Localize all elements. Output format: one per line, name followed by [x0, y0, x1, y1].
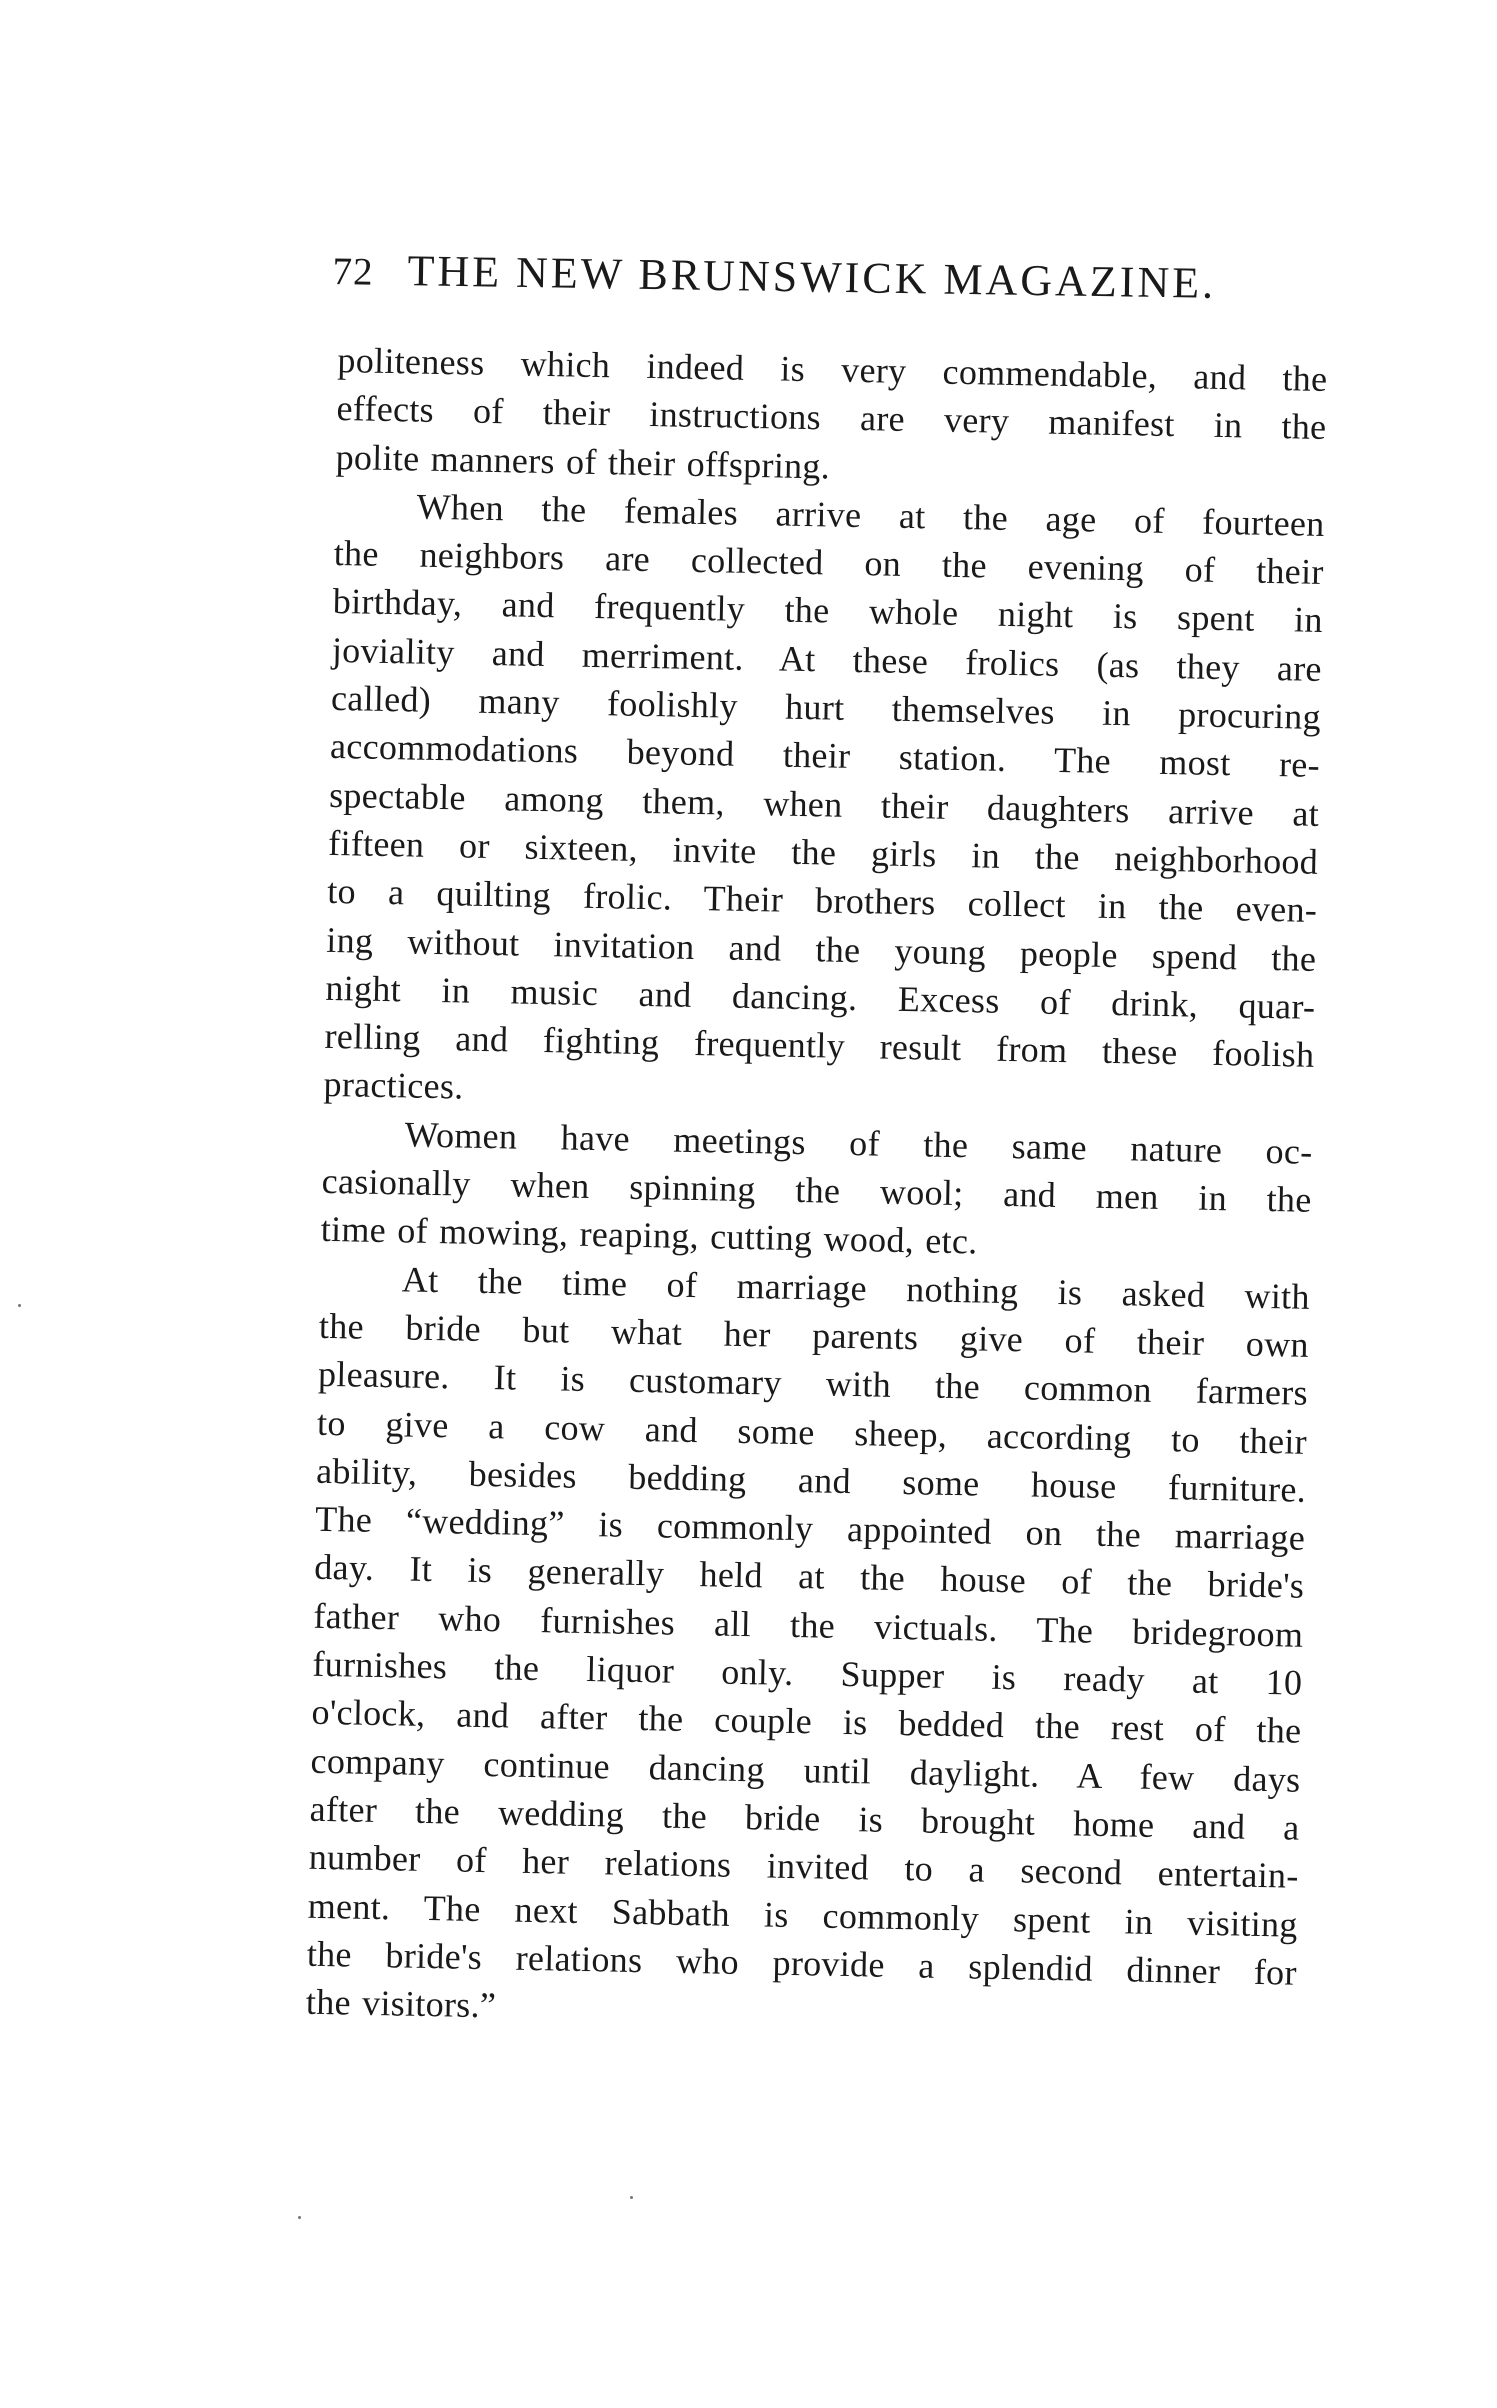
text-line: spectable among them, when their daughters arrive at — [328, 774, 1320, 834]
text-line: relling and fighting frequently result from these foolish — [324, 1016, 1315, 1076]
dust-speck — [18, 1304, 21, 1307]
text-line: the neighbors are collected on the evening of their — [333, 533, 1325, 593]
text-line: At the time of marriage nothing is asked with — [401, 1259, 1311, 1317]
paragraph — [335, 336, 1328, 500]
paragraph — [306, 1253, 1311, 2045]
text-line: furnishes the liquor only. Supper is ready at 10 — [312, 1643, 1303, 1703]
paragraph — [320, 1109, 1313, 1273]
text-line: the bride's relations who provide a splendid dinner for — [306, 1933, 1298, 1993]
text-line: birthday, and frequently the whole night is spent in — [332, 581, 1324, 641]
text-line: ment. The next Sabbath is commonly spent in visiting — [307, 1885, 1299, 1945]
text-line: ability, besides bedding and some house furniture. — [315, 1450, 1307, 1510]
text-line: night in music and dancing. Excess of drink, quar- — [325, 967, 1316, 1027]
magazine-title: THE NEW BRUNSWICK MAGAZINE. — [407, 246, 1217, 308]
text-line: father who furnishes all the victuals. The bridegroom — [313, 1595, 1304, 1655]
page-number: 72 — [332, 249, 374, 294]
text-line: company continue dancing until daylight. A few days — [310, 1740, 1301, 1800]
text-line: pleasure. It is customary with the common farmers — [317, 1354, 1309, 1414]
text-line: time of mowing, reaping, cutting wood, etc. — [320, 1209, 978, 1262]
text-line: The “wedding” is commonly appointed on the marriage — [314, 1498, 1306, 1558]
text-line: day. It is generally held at the house of the bride's — [313, 1547, 1305, 1607]
text-line: polite manners of their offspring. — [335, 436, 831, 487]
dust-speck — [630, 2196, 633, 2199]
body-text — [306, 336, 1328, 2045]
text-line: after the wedding the bride is brought home and a — [309, 1788, 1300, 1848]
text-line: fifteen or sixteen, invite the girls in the neighborhood — [327, 822, 1319, 882]
text-line: practices. — [323, 1064, 464, 1107]
text-line: effects of their instructions are very manifest in the — [336, 388, 1327, 448]
text-line: Women have meetings of the same nature oc- — [404, 1114, 1313, 1172]
paragraph — [323, 481, 1325, 1128]
text-line: ing without invitation and the young people spend the — [326, 919, 1317, 979]
text-line: the bride but what her parents give of their own — [318, 1305, 1310, 1365]
text-line: to a quilting frolic. Their brothers collect in the even- — [326, 871, 1318, 931]
text-line: When the females arrive at the age of fourteen — [416, 486, 1325, 544]
text-line: to give a cow and some sheep, according to their — [316, 1402, 1308, 1462]
dust-speck — [298, 2216, 301, 2219]
text-line: called) many foolishly hurt themselves in procuring — [330, 678, 1322, 738]
text-line: o'clock, and after the couple is bedded the rest of the — [311, 1692, 1302, 1752]
text-line: accommodations beyond their station. The most re- — [329, 726, 1321, 786]
running-head — [332, 244, 1333, 311]
text-line: politeness which indeed is very commendable, and the — [337, 339, 1328, 399]
text-line: the visitors.” — [305, 1981, 497, 2026]
text-line: joviality and merriment. At these frolics (as they are — [331, 629, 1323, 689]
text-line: number of her relations invited to a second entertain- — [308, 1836, 1299, 1896]
text-line: casionally when spinning the wool; and men in the — [321, 1160, 1312, 1220]
